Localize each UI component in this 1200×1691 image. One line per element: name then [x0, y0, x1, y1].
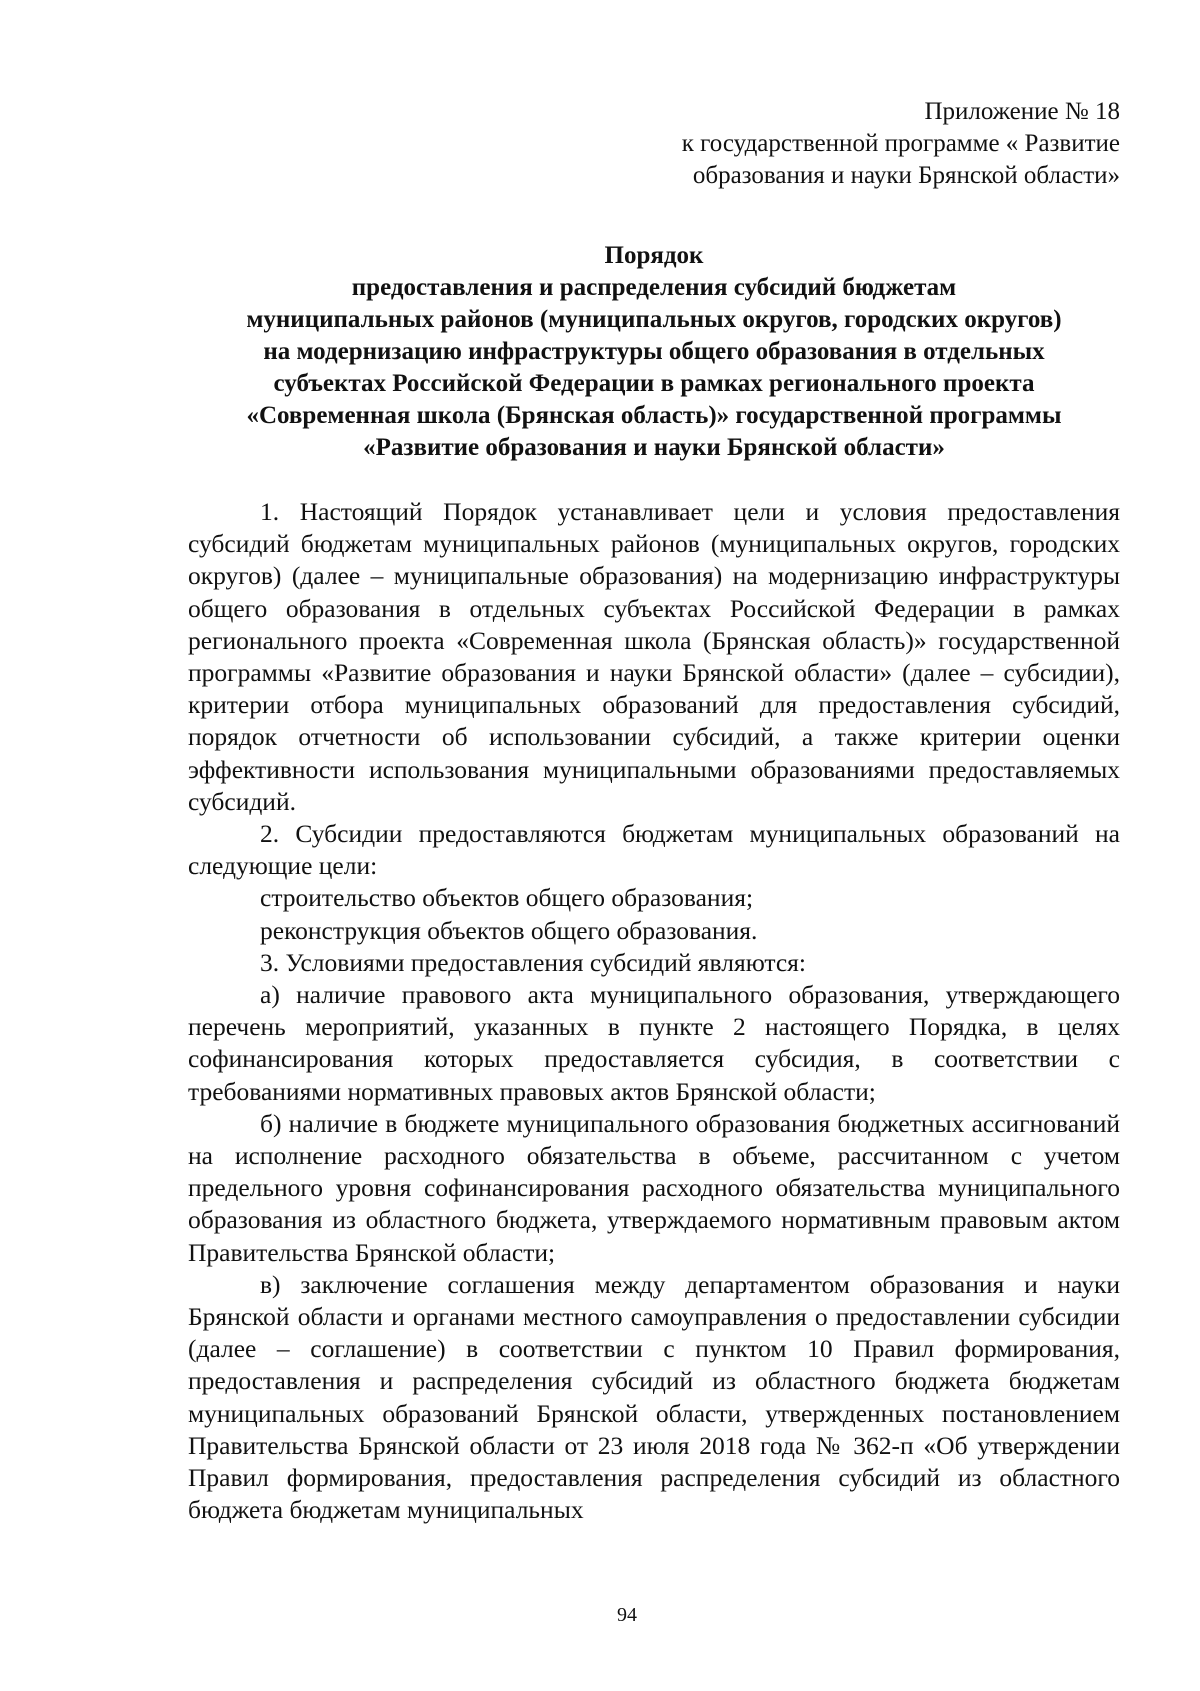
title-main: Порядок	[604, 242, 704, 269]
list-item-reconstruction: реконструкция объектов общего образования.	[260, 915, 758, 945]
paragraph-2: 2. Субсидии предоставляются бюджетам муниципальных образований на следующие цели:	[188, 819, 1120, 881]
document-title	[188, 240, 1120, 464]
paragraph-3v: в) заключение соглашения между департаментом образования и науки Брянской области и органами местного самоуправления о предоставлении субсидии (далее – соглашение) в соответствии с пунктом 10 Правил формирования, предоставления и распределения субсидий из областного бюджета бюджетам муниципальных образований Брянской области, утвержденных постановлением Правительства Брянской области от 23 июля 2018 года № 362-п «Об утверждении Правил формирования, предоставления распределения субсидий из областного бюджета бюджетам муниципальных	[188, 1269, 1120, 1525]
page-number: 94	[617, 1604, 637, 1626]
paragraph-3b: б) наличие в бюджете муниципального образования бюджетных ассигнований на исполнение расходного обязательства в объеме, рассчитанном с учетом предельного уровня софинансирования расходного обязательства муниципального образования из областного бюджета, утверждаемого нормативным правовым актом Правительства Брянской области;	[188, 1108, 1120, 1267]
title-line: «Развитие образования и науки Брянской области»	[363, 434, 945, 461]
appendix-line: к государственной программе « Развитие	[681, 130, 1120, 157]
appendix-line: образования и науки Брянской области»	[692, 162, 1120, 189]
title-line: «Современная школа (Брянская область)» государственной программы	[246, 402, 1062, 429]
title-line: муниципальных районов (муниципальных округов, городских округов)	[246, 306, 1062, 333]
appendix-header	[188, 96, 1120, 192]
paragraph-1: 1. Настоящий Порядок устанавливает цели и условия предоставления субсидий бюджетам муниципальных районов (муниципальных округов, городских округов) (далее – муниципальные образования) на модернизацию инфраструктуры общего образования в отдельных субъектах Российской Федерации в рамках регионального проекта «Современная школа (Брянская область)» государственной программы «Развитие образования и науки Брянской области» (далее – субсидии), критерии отбора муниципальных образований для предоставления субсидий, порядок отчетности об использовании субсидий, а также критерии оценки эффективности использования муниципальными образованиями предоставляемых субсидий.	[188, 497, 1120, 816]
list-item-construction: строительство объектов общего образования;	[260, 883, 754, 913]
page-content	[188, 96, 1120, 1527]
paragraph-3: 3. Условиями предоставления субсидий являются:	[260, 947, 806, 977]
title-line: субъектах Российской Федерации в рамках регионального проекта	[273, 370, 1035, 397]
title-line: предоставления и распределения субсидий бюджетам	[351, 274, 957, 301]
body-text	[188, 496, 1120, 1527]
title-line: на модернизацию инфраструктуры общего образования в отдельных	[263, 338, 1045, 365]
paragraph-3a: а) наличие правового акта муниципального образования, утверждающего перечень мероприятий, указанных в пункте 2 настоящего Порядка, в целях софинансирования которых предоставляется субсидия, в соответствии с требованиями нормативных правовых актов Брянской области;	[188, 980, 1120, 1106]
appendix-line: Приложение № 18	[924, 98, 1120, 125]
